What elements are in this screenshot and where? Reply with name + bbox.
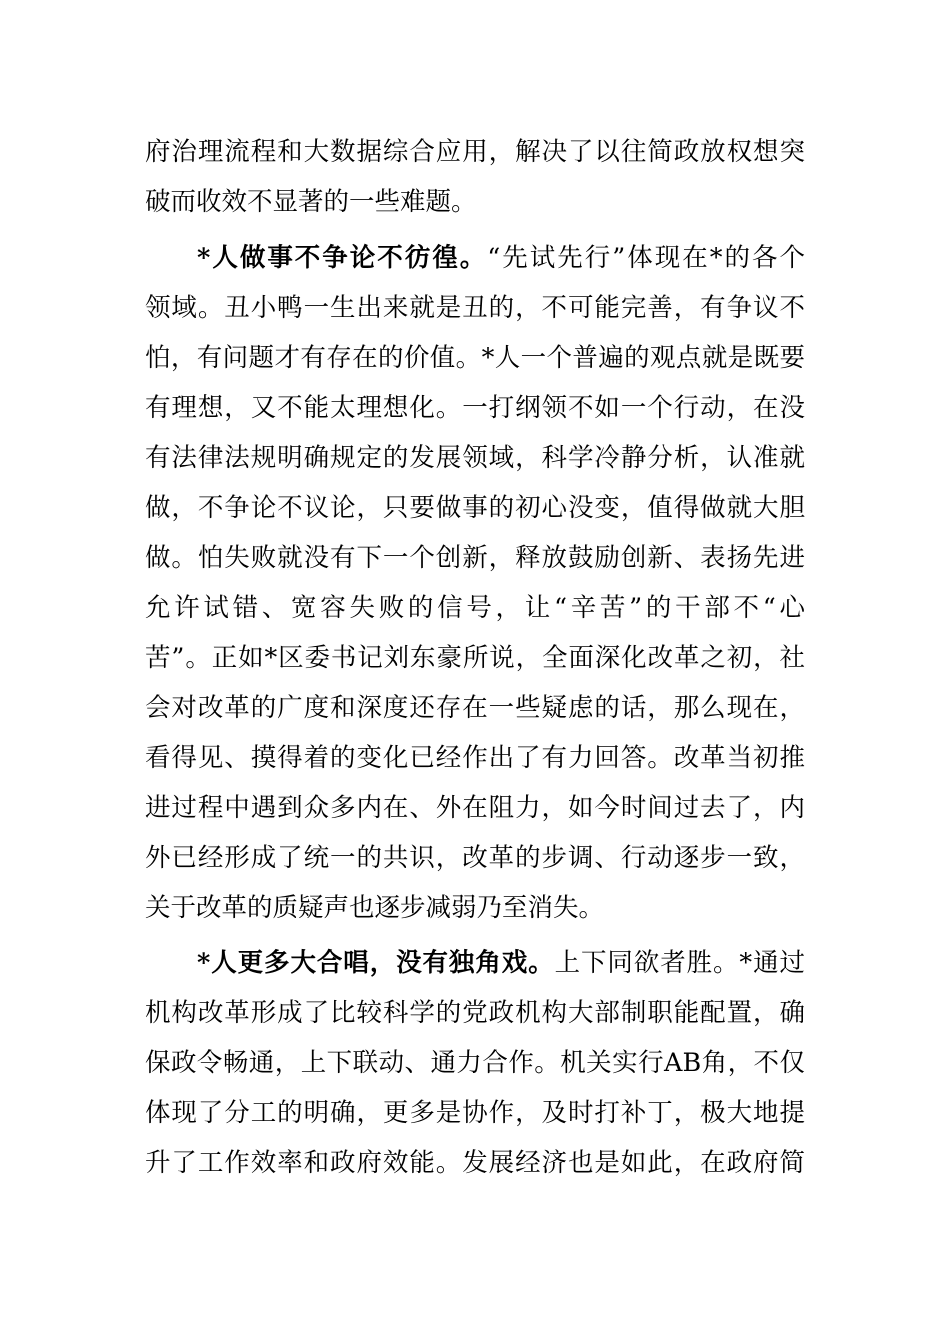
text-line: 会对改革的广度和深度还存在一些疑虑的话，那么现在， <box>145 693 805 723</box>
paragraph-chorus <box>145 938 805 1188</box>
text-line: 做。怕失败就没有下一个创新，释放鼓励创新、表扬先进 <box>145 543 805 573</box>
text-line: 体现了分工的明确，更多是协作，及时打补丁，极大地提 <box>145 1098 805 1128</box>
text-line: 外已经形成了统一的共识，改革的步调、行动逐步一致， <box>145 843 805 873</box>
text-line: 允许试错、宽容失败的信号，让“辛苦”的干部不“心 <box>145 593 805 623</box>
text-line: 关于改革的质疑声也逐步减弱乃至消失。 <box>145 893 605 923</box>
text-line: 保政令畅通，上下联动、通力合作。机关实行AB角，不仅 <box>145 1048 805 1078</box>
text-line: 怕，有问题才有存在的价值。*人一个普遍的观点就是既要 <box>145 343 805 373</box>
paragraph-no-hesitation <box>145 233 805 933</box>
text-run: “先试先行”体现在*的各个 <box>487 243 805 273</box>
text-line: 破而收效不显著的一些难题。 <box>145 187 477 217</box>
text-line: 有法律法规明确规定的发展领域，科学冷静分析，认准就 <box>145 443 805 473</box>
text-line: 看得见、摸得着的变化已经作出了有力回答。改革当初推 <box>145 743 805 773</box>
text-line: 进过程中遇到众多内在、外在阻力，如今时间过去了，内 <box>145 793 805 823</box>
text-line: 苦”。正如*区委书记刘东豪所说，全面深化改革之初，社 <box>145 643 805 673</box>
paragraph-continuation <box>145 127 805 227</box>
paragraph-first-line <box>145 938 805 988</box>
text-line: 升了工作效率和政府效能。发展经济也是如此，在政府简 <box>145 1148 805 1178</box>
text-line: 府治理流程和大数据综合应用，解决了以往简政放权想突 <box>145 137 805 167</box>
text-line: 做，不争论不议论，只要做事的初心没变，值得做就大胆 <box>145 493 805 523</box>
text-run: 上下同欲者胜。*通过 <box>554 948 805 978</box>
paragraph-first-line <box>145 233 805 283</box>
text-line: 领域。丑小鸭一生出来就是丑的，不可能完善，有争议不 <box>145 293 805 323</box>
text-line: 有理想，又不能太理想化。一打纲领不如一个行动，在没 <box>145 393 805 423</box>
paragraph-heading: *人更多大合唱，没有独角戏。 <box>197 948 555 978</box>
text-line: 机构改革形成了比较科学的党政机构大部制职能配置，确 <box>145 998 805 1028</box>
paragraph-heading: *人做事不争论不彷徨。 <box>197 243 488 273</box>
